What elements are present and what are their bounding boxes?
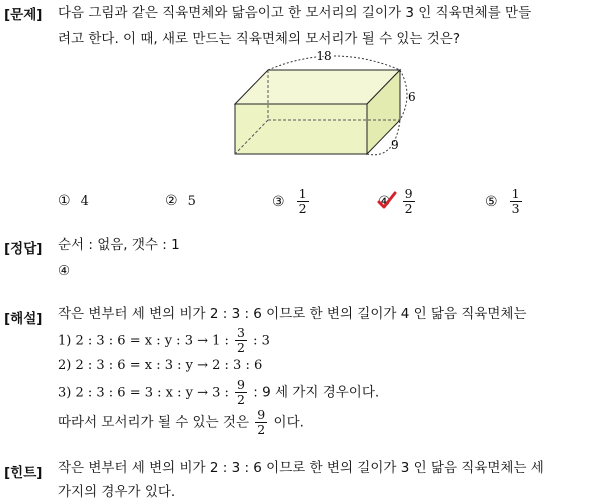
- problem-section: [0, 0, 593, 230]
- choice-5-fraction: $\frac{1}{3}$: [511, 186, 520, 216]
- choice-4[interactable]: [378, 187, 417, 216]
- problem-tag: [문제]: [4, 7, 43, 23]
- depth-label: 9: [391, 138, 399, 152]
- explanation-case3: 3) 2 : 3 : 6 = 3 : x : y → 3 : $\frac{9}{2}$ : 9 세 가지 경우이다.: [58, 377, 380, 407]
- answer-section: [0, 232, 593, 288]
- explanation-case2: 2) 2 : 3 : 6 = x : 3 : y → 2 : 3 : 6: [58, 358, 263, 373]
- answer-tag: [정답]: [4, 241, 43, 257]
- choice-1-value: 4: [80, 193, 89, 209]
- check-mark-icon: [376, 191, 398, 211]
- choice-3-mark: ③: [272, 193, 285, 210]
- explanation-section: [0, 302, 593, 452]
- choice-1-mark: ①: [58, 193, 71, 209]
- choice-2-mark: ②: [165, 193, 178, 209]
- choice-4-mark: ④: [378, 193, 391, 210]
- hint-line1: 작은 변부터 세 변의 비가 2 : 3 : 6 이므로 한 변의 길이가 3 인 닮음 직육면체는 세: [58, 460, 544, 476]
- choice-3-fraction: $\frac{1}{2}$: [298, 186, 307, 216]
- answer-line1: 순서 : 없음, 갯수 : 1: [58, 237, 180, 253]
- explanation-conclusion: 따라서 모서리가 될 수 있는 것은 $\frac{9}{2}$ 이다.: [58, 407, 304, 437]
- explanation-tag: [해설]: [4, 311, 43, 327]
- problem-text-line1: 다음 그림과 같은 직육면체와 닮음이고 한 모서리의 길이가 3 인 직육면체를 만들: [58, 5, 532, 21]
- length-label: 18: [316, 49, 332, 63]
- problem-text-line2: 려고 한다. 이 때, 새로 만드는 직육면체의 모서리가 될 수 있는 것은?: [58, 31, 461, 47]
- cuboid-figure: [0, 0, 593, 170]
- choice-3[interactable]: [272, 187, 311, 216]
- choice-2-value: 5: [187, 193, 196, 209]
- choice-1[interactable]: [58, 193, 89, 209]
- hint-line2: 가지의 경우가 있다.: [58, 484, 176, 500]
- choice-5-mark: ⑤: [485, 193, 498, 210]
- explanation-case1: 1) 2 : 3 : 6 = x : y : 3 → 1 : $\frac{3}{2}$ : 3: [58, 325, 270, 355]
- choice-4-fraction: $\frac{9}{2}$: [404, 186, 413, 216]
- explanation-intro: 작은 변부터 세 변의 비가 2 : 3 : 6 이므로 한 변의 길이가 4 인 닮음 직육면체는: [58, 306, 527, 322]
- height-label: 6: [408, 90, 416, 104]
- hint-section: [0, 456, 593, 503]
- choice-5[interactable]: [485, 187, 524, 216]
- cuboid-front-face: [235, 104, 367, 154]
- choice-2[interactable]: [165, 193, 196, 209]
- answer-line2: ④: [58, 263, 71, 279]
- hint-tag: [힌트]: [4, 465, 43, 481]
